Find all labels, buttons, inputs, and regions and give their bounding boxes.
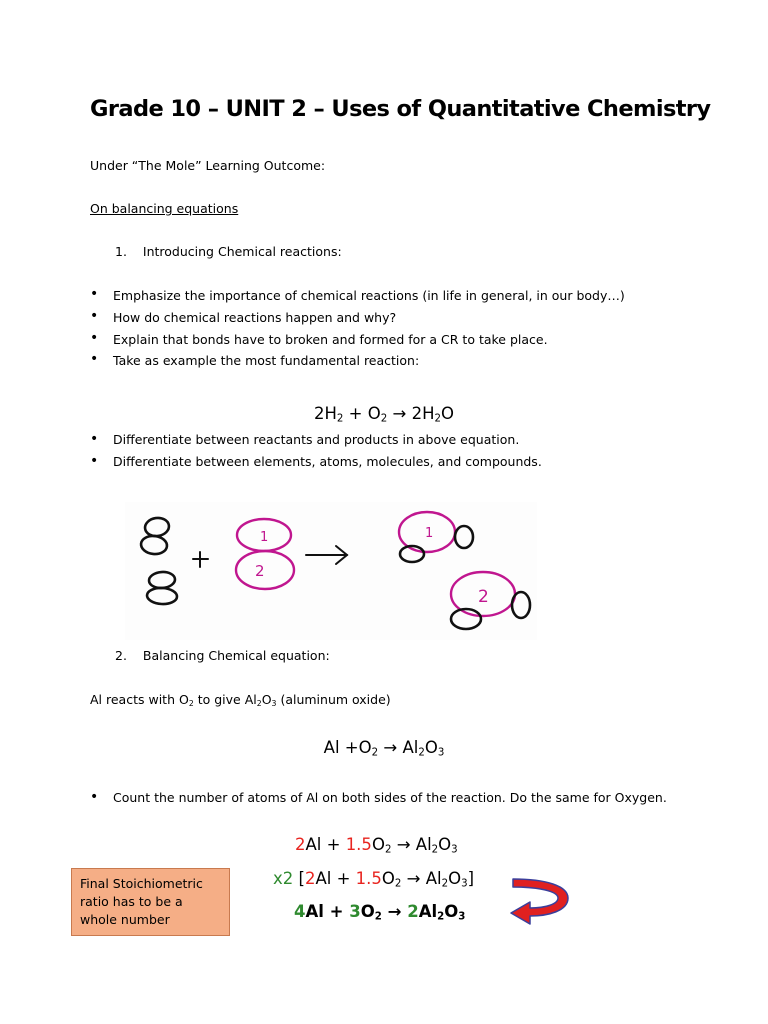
bullet-list-differentiate <box>90 429 542 473</box>
note-box: Final Stoichiometric ratio has to be a whole number <box>71 868 230 936</box>
arrow-icon: → <box>378 738 403 757</box>
atom-label: 1 <box>260 530 269 545</box>
list-item: • Take as example the most fundamental reaction: <box>90 350 625 372</box>
curved-arrow-icon <box>508 876 572 926</box>
section-2-label: Balancing Chemical equation: <box>142 648 330 663</box>
section-2-heading <box>115 648 330 663</box>
equation-water: $2H_2 + O_2 \to 2H_2O$ <box>314 404 454 425</box>
list-item: • How do chemical reactions happen and why? <box>90 307 625 329</box>
section-1-number: 1. <box>115 244 127 259</box>
atom-label: 1 <box>425 526 434 541</box>
arrow-icon: → <box>401 869 426 888</box>
equation-step-2: x2 $[2Al + 1.5O_2 \to Al_2O_3]$ <box>273 869 475 890</box>
equation-aluminum: $Al +O_2 \to Al_2O_3$ <box>323 738 445 759</box>
molecule-diagram <box>125 502 537 640</box>
arrow-icon: → <box>391 835 416 854</box>
atom-label: 2 <box>255 562 265 580</box>
equation-step-3: $4Al + 3O_2 \to 2Al_2O_3$ <box>294 902 466 923</box>
section-1-label: Introducing Chemical reactions: <box>142 244 342 259</box>
subheading: On balancing equations <box>90 201 239 216</box>
bullet-list-intro <box>90 285 625 372</box>
arrow-icon: → <box>381 902 408 921</box>
arrow-icon: → <box>387 404 412 423</box>
list-item: • Differentiate between reactants and products in above equation. <box>90 429 542 451</box>
bullet-list-count <box>90 787 667 809</box>
list-item: • Differentiate between elements, atoms, molecules, and compounds. <box>90 451 542 473</box>
intro-text: Under “The Mole” Learning Outcome: <box>90 158 326 173</box>
page-title: Grade 10 – UNIT 2 – Uses of Quantitative Chemistry <box>90 96 711 122</box>
list-item: • Emphasize the importance of chemical reactions (in life in general, in our body…) <box>90 285 625 307</box>
aluminum-sentence: Al reacts with $O_2$ to give $Al_2O_3$ (aluminum oxide) <box>90 692 391 708</box>
section-2-number: 2. <box>115 648 127 663</box>
list-item: • Count the number of atoms of Al on both sides of the reaction. Do the same for Oxygen. <box>90 787 667 809</box>
section-1-heading <box>115 244 342 259</box>
atom-label: 2 <box>478 587 489 607</box>
list-item: • Explain that bonds have to broken and formed for a CR to take place. <box>90 329 625 351</box>
equation-step-1: $2Al + 1.5O_2 \to Al_2O_3$ <box>295 835 458 856</box>
